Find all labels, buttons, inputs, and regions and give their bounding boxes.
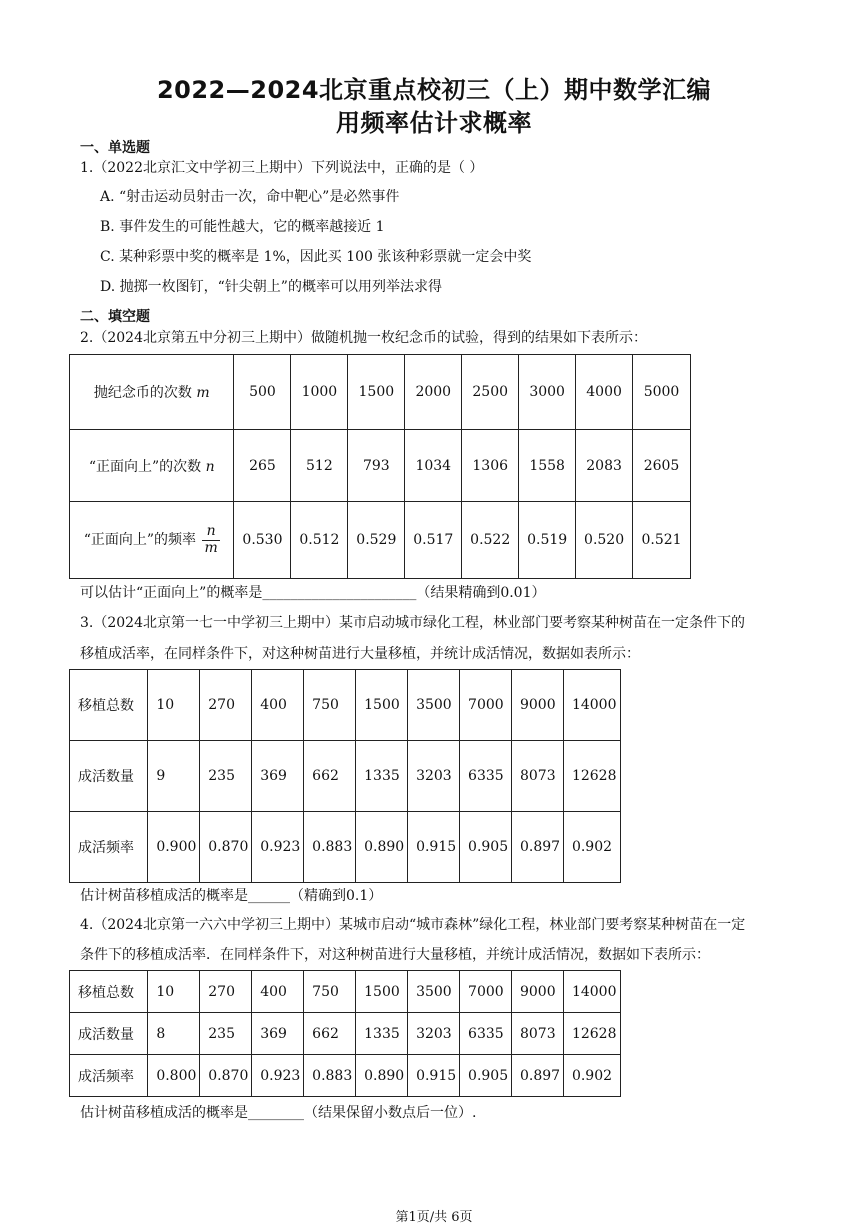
q4-table bbox=[69, 970, 621, 1097]
page-subtitle: 用频率估计求概率 bbox=[336, 109, 532, 137]
table-cell: 0.522 bbox=[462, 502, 519, 579]
table-cell: 235 bbox=[200, 1013, 252, 1055]
q4-answer-prompt: 估计树苗移植成活的概率是________（结果保留小数点后一位）. bbox=[80, 1105, 477, 1121]
table-cell: 0.890 bbox=[356, 1055, 408, 1097]
table-cell: 3500 bbox=[408, 971, 460, 1013]
row-header-heads-count bbox=[70, 430, 234, 502]
table-cell: 0.870 bbox=[200, 1055, 252, 1097]
q3-stem-line2: 移植成活率，在同样条件下，对这种树苗进行大量移植，并统计成活情况，数据如表所示： bbox=[80, 646, 640, 662]
q4-stem-line1: 4.（2024北京第一六六中学初三上期中）某城市启动“城市森林”绿化工程，林业部门要考察某种树苗在一定 bbox=[80, 917, 746, 933]
q1-option-b: B. 事件发生的可能性越大，它的概率越接近 1 bbox=[100, 219, 385, 235]
table-cell: 1335 bbox=[356, 1013, 408, 1055]
table-row bbox=[70, 741, 621, 812]
table-cell: 1335 bbox=[356, 741, 408, 812]
table-row bbox=[70, 502, 691, 579]
table-row bbox=[70, 430, 691, 502]
table-cell: 0.870 bbox=[200, 812, 252, 883]
q1-option-c: C. 某种彩票中奖的概率是 1%，因此买 100 张该种彩票就一定会中奖 bbox=[100, 249, 532, 265]
table-row bbox=[70, 1055, 621, 1097]
q3-answer-prompt: 估计树苗移植成活的概率是______（精确到0.1） bbox=[80, 888, 383, 904]
row-header-tosses bbox=[70, 355, 234, 430]
table-cell: 369 bbox=[252, 1013, 304, 1055]
table-cell: 369 bbox=[252, 741, 304, 812]
table-cell: 2605 bbox=[633, 430, 691, 502]
table-cell: 0.902 bbox=[563, 1055, 620, 1097]
table-cell: 2000 bbox=[405, 355, 462, 430]
table-cell: 9000 bbox=[511, 670, 563, 741]
table-cell: 500 bbox=[234, 355, 291, 430]
table-cell: 0.905 bbox=[460, 812, 512, 883]
table-cell: 14000 bbox=[563, 971, 620, 1013]
table-cell: 0.883 bbox=[304, 812, 356, 883]
table-cell: 0.519 bbox=[519, 502, 576, 579]
table-cell: 3203 bbox=[408, 1013, 460, 1055]
table-cell: 0.529 bbox=[348, 502, 405, 579]
fraction-numerator: n bbox=[202, 524, 219, 540]
fraction-n-over-m bbox=[202, 524, 219, 556]
table-cell: 8073 bbox=[511, 1013, 563, 1055]
table-cell: 9 bbox=[148, 741, 200, 812]
table-cell: 4000 bbox=[576, 355, 633, 430]
table-cell: 750 bbox=[304, 971, 356, 1013]
table-cell: 235 bbox=[200, 741, 252, 812]
table-cell: 0.883 bbox=[304, 1055, 356, 1097]
row-label: “正面向上”的频率 bbox=[83, 532, 197, 548]
table-cell: 6335 bbox=[460, 1013, 512, 1055]
q1-option-d: D. 抛掷一枚图钉，“针尖朝上”的概率可以用列举法求得 bbox=[100, 279, 442, 295]
table-cell: 265 bbox=[234, 430, 291, 502]
q2-table bbox=[69, 354, 691, 579]
row-header: 成活数量 bbox=[70, 741, 148, 812]
table-cell: 0.521 bbox=[633, 502, 691, 579]
table-cell: 0.517 bbox=[405, 502, 462, 579]
section-heading-fill-blank: 二、填空题 bbox=[80, 309, 150, 325]
table-cell: 0.915 bbox=[408, 1055, 460, 1097]
table-cell: 750 bbox=[304, 670, 356, 741]
table-row bbox=[70, 1013, 621, 1055]
table-cell: 0.923 bbox=[252, 812, 304, 883]
table-cell: 8073 bbox=[511, 741, 563, 812]
table-cell: 270 bbox=[200, 670, 252, 741]
page-title: 2022—2024北京重点校初三（上）期中数学汇编 bbox=[156, 76, 712, 104]
table-cell: 270 bbox=[200, 971, 252, 1013]
q1-option-a: A. “射击运动员射击一次，命中靶心”是必然事件 bbox=[100, 189, 400, 205]
row-header: 成活频率 bbox=[70, 1055, 148, 1097]
table-cell: 0.890 bbox=[356, 812, 408, 883]
table-cell: 7000 bbox=[460, 670, 512, 741]
table-cell: 0.512 bbox=[291, 502, 348, 579]
row-label: 抛纪念币的次数 bbox=[93, 385, 192, 401]
row-header: 成活频率 bbox=[70, 812, 148, 883]
table-cell: 1034 bbox=[405, 430, 462, 502]
table-cell: 1500 bbox=[348, 355, 405, 430]
table-cell: 1000 bbox=[291, 355, 348, 430]
q1-stem: 1.（2022北京汇文中学初三上期中）下列说法中，正确的是（ ） bbox=[80, 160, 484, 176]
section-heading-single-choice: 一、单选题 bbox=[80, 140, 150, 156]
table-row bbox=[70, 971, 621, 1013]
q2-answer-prompt: 可以估计“正面向上”的概率是______________________（结果精确到0.01） bbox=[80, 585, 546, 601]
page-number: 第1页/共 6页 bbox=[395, 1210, 473, 1225]
table-cell: 0.923 bbox=[252, 1055, 304, 1097]
table-cell: 1500 bbox=[356, 670, 408, 741]
table-cell: 6335 bbox=[460, 741, 512, 812]
fraction-denominator: m bbox=[204, 539, 218, 556]
table-cell: 3000 bbox=[519, 355, 576, 430]
table-cell: 3203 bbox=[408, 741, 460, 812]
q4-stem-line2: 条件下的移植成活率．在同样条件下，对这种树苗进行大量移植，并统计成活情况，数据如下表所示： bbox=[80, 947, 710, 963]
table-row bbox=[70, 355, 691, 430]
table-cell: 0.530 bbox=[234, 502, 291, 579]
table-cell: 12628 bbox=[563, 741, 620, 812]
table-cell: 400 bbox=[252, 971, 304, 1013]
table-cell: 512 bbox=[291, 430, 348, 502]
table-cell: 0.902 bbox=[563, 812, 620, 883]
row-header: 移植总数 bbox=[70, 971, 148, 1013]
table-cell: 1500 bbox=[356, 971, 408, 1013]
table-cell: 14000 bbox=[563, 670, 620, 741]
table-cell: 0.900 bbox=[148, 812, 200, 883]
table-cell: 7000 bbox=[460, 971, 512, 1013]
q3-stem-line1: 3.（2024北京第一七一中学初三上期中）某市启动城市绿化工程，林业部门要考察某种树苗在一定条件下的 bbox=[80, 615, 745, 631]
table-cell: 3500 bbox=[408, 670, 460, 741]
table-cell: 8 bbox=[148, 1013, 200, 1055]
table-cell: 662 bbox=[304, 741, 356, 812]
table-cell: 12628 bbox=[563, 1013, 620, 1055]
table-cell: 2083 bbox=[576, 430, 633, 502]
variable-m: m bbox=[196, 385, 210, 401]
table-cell: 0.905 bbox=[460, 1055, 512, 1097]
row-header-heads-frequency bbox=[70, 502, 234, 579]
table-cell: 0.915 bbox=[408, 812, 460, 883]
table-cell: 1558 bbox=[519, 430, 576, 502]
row-label: “正面向上”的次数 bbox=[88, 458, 202, 475]
table-cell: 1306 bbox=[462, 430, 519, 502]
table-cell: 0.897 bbox=[511, 812, 563, 883]
q3-table bbox=[69, 669, 621, 883]
table-cell: 10 bbox=[148, 670, 200, 741]
table-cell: 662 bbox=[304, 1013, 356, 1055]
table-cell: 0.800 bbox=[148, 1055, 200, 1097]
table-cell: 793 bbox=[348, 430, 405, 502]
row-header: 移植总数 bbox=[70, 670, 148, 741]
table-cell: 0.897 bbox=[511, 1055, 563, 1097]
variable-n: n bbox=[205, 458, 215, 475]
table-cell: 9000 bbox=[511, 971, 563, 1013]
table-cell: 2500 bbox=[462, 355, 519, 430]
q2-stem: 2.（2024北京第五中分初三上期中）做随机抛一枚纪念币的试验，得到的结果如下表所示： bbox=[80, 330, 647, 346]
table-row bbox=[70, 670, 621, 741]
table-cell: 5000 bbox=[633, 355, 691, 430]
table-cell: 0.520 bbox=[576, 502, 633, 579]
table-cell: 10 bbox=[148, 971, 200, 1013]
table-row bbox=[70, 812, 621, 883]
table-cell: 400 bbox=[252, 670, 304, 741]
row-header: 成活数量 bbox=[70, 1013, 148, 1055]
